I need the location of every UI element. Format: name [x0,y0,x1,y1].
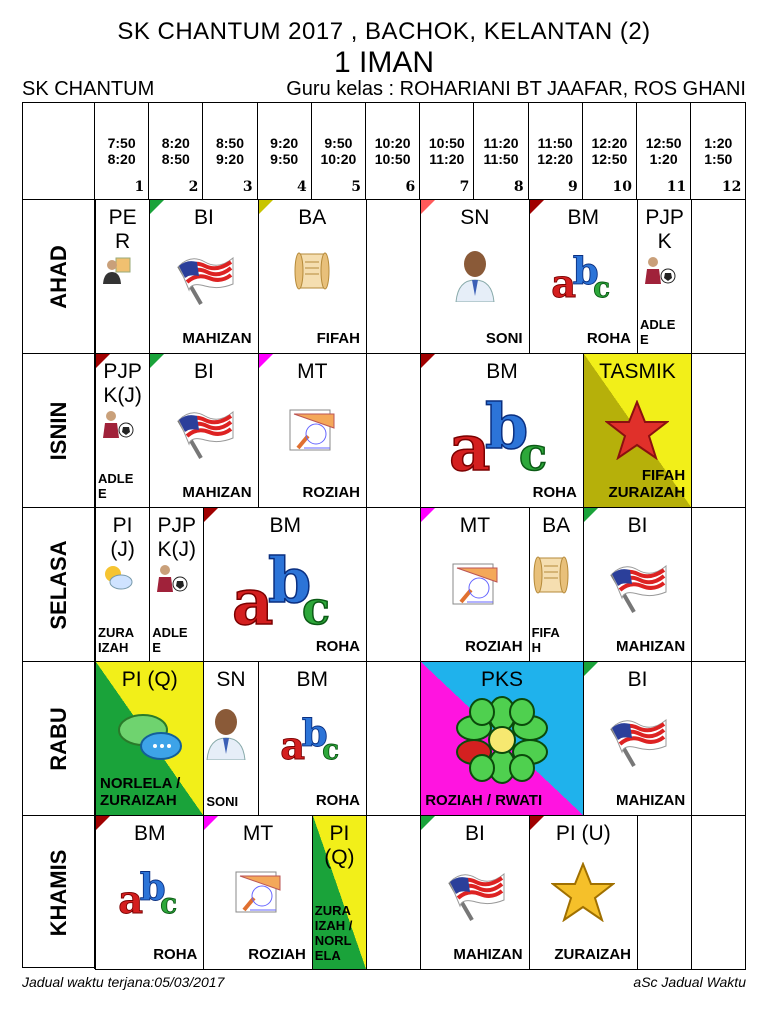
period-header [583,103,637,199]
empty-slot [366,815,421,970]
lesson-cell[interactable] [583,353,692,508]
lesson-cell[interactable] [258,661,367,816]
lesson-subject: BI [627,668,648,691]
lesson-teacher: ROZIAH [248,946,306,963]
lesson-teacher: ROHA [532,484,577,501]
period-time: 8:50 9:20 [215,135,244,167]
period-number: 5 [351,179,361,195]
period-header [258,103,312,199]
lesson-teacher: ROHA [315,638,360,655]
svg-text:b: b [302,710,329,755]
lesson-cell[interactable] [258,199,367,354]
lesson-teacher: SONI [485,330,523,347]
lesson-teacher: ADLE E [98,471,134,501]
sport-icon [154,562,188,597]
lesson-cell[interactable] [95,353,150,508]
lesson-teacher: ROZIAH [302,484,360,501]
lesson-teacher: MAHIZAN [453,946,523,963]
lesson-cell[interactable] [95,815,204,970]
day-name: ISNIN [45,401,71,460]
lesson-subject: BM [296,668,329,691]
period-number: 4 [297,179,307,195]
day-label-isnin [23,353,95,507]
lesson-cell[interactable] [529,815,638,970]
geometry-icon [230,862,286,923]
period-time: 9:50 10:20 [320,135,357,167]
lesson-subject: SN [460,206,490,229]
empty-slot [691,507,746,662]
lesson-subject: MT [459,514,491,537]
period-time: 11:50 12:20 [537,135,574,167]
lesson-subject: BI [193,360,214,383]
day-label-khamis [23,815,95,969]
period-number: 12 [721,179,742,195]
lesson-subject: BI [464,822,485,845]
lesson-cell[interactable] [583,661,692,816]
svg-text:a: a [280,724,306,768]
empty-slot [691,661,746,816]
period-header [637,103,691,199]
period-header [95,103,149,199]
lesson-teacher: MAHIZAN [182,330,252,347]
lesson-teacher: MAHIZAN [182,484,252,501]
geometry-icon [284,400,340,461]
scroll-icon [529,550,576,605]
period-time: 12:50 1:20 [645,135,682,167]
lesson-teacher: FIFA H [531,625,560,655]
abc-icon [230,544,340,639]
header-corner [23,103,95,199]
empty-slot [691,353,746,508]
abc-icon [117,862,183,927]
flag-icon [604,554,670,621]
lesson-subject: BM [567,206,600,229]
lesson-subject: BA [542,514,571,537]
period-time: 8:20 8:50 [161,135,190,167]
class-name: 1 IMAN [333,46,435,79]
flag-icon [604,708,670,775]
lesson-subject: MT [297,360,328,383]
lesson-cell[interactable] [312,815,367,970]
lesson-subject: BM [486,360,518,383]
flag-icon [171,246,237,313]
period-number: 3 [242,179,253,195]
period-header [691,103,745,199]
lesson-cell[interactable] [420,353,584,508]
timetable-grid [22,102,746,968]
period-header [366,103,420,199]
lesson-cell[interactable] [203,507,367,662]
star-icon [605,400,669,465]
abc-icon [279,708,345,773]
period-number: 9 [568,179,578,195]
svg-text:b: b [484,390,529,463]
svg-text:a: a [232,565,274,634]
generated-date: Jadual waktu terjana:05/03/2017 [22,974,225,990]
lesson-teacher: ROZIAH / RWATI [425,792,543,809]
person-icon [203,704,250,765]
lesson-subject: PI (Q) [324,822,355,869]
lesson-subject: PKS [480,668,523,691]
person-icon [450,246,500,307]
lesson-cell[interactable] [95,199,150,354]
period-number: 7 [459,179,470,195]
day-name: SELASA [45,539,71,630]
period-header [420,103,474,199]
lesson-cell[interactable] [203,815,312,970]
lesson-subject: TASMIK [599,360,676,383]
lesson-teacher: MAHIZAN [616,792,686,809]
svg-text:b: b [268,544,312,617]
period-header [203,103,257,199]
svg-text:c: c [159,887,177,920]
empty-slot [366,661,421,816]
lesson-cell[interactable] [95,507,150,662]
lesson-teacher: NORLELA / ZURAIZAH [100,775,181,809]
lesson-subject: PJP K(J) [103,360,142,407]
period-number: 6 [405,179,416,195]
period-header [529,103,583,199]
lesson-subject: PE R [108,206,137,253]
period-number: 11 [666,179,687,195]
svg-text:c: c [322,733,340,766]
period-time: 11:20 11:50 [483,135,519,167]
lesson-cell[interactable] [420,661,584,816]
lesson-teacher: ADLE E [152,625,188,655]
period-header [312,103,366,199]
lesson-teacher: ADLE E [640,317,676,347]
abc-icon [447,390,557,485]
svg-text:a: a [117,878,143,922]
lesson-teacher: ZURA IZAH [98,625,135,655]
period-time: 9:20 9:50 [270,135,299,167]
class-teacher: Guru kelas : ROHARIANI BT JAAFAR, ROS GHANI [286,78,746,100]
lesson-cell[interactable] [637,199,692,354]
lesson-subject: PJP K(J) [157,514,197,561]
lesson-cell[interactable] [529,199,638,354]
lesson-cell[interactable] [149,199,258,354]
period-time: 10:20 10:50 [374,135,411,167]
day-name: RABU [45,706,71,771]
empty-slot [691,815,746,970]
sport-icon [642,254,676,289]
scroll-icon [287,246,337,301]
lesson-teacher: ROHA [153,946,198,963]
day-label-rabu [23,661,95,815]
lesson-subject: PI (Q) [121,668,178,691]
lesson-teacher: ROZIAH [465,638,523,655]
lesson-subject: BM [269,514,301,537]
sport-icon [100,408,134,443]
svg-text:b: b [139,864,166,909]
lesson-subject: BM [133,822,166,845]
timetable-title: SK CHANTUM 2017 , BACHOK, KELANTAN (2) [117,18,651,45]
lesson-subject: BI [627,514,648,537]
abc-icon [550,246,616,311]
period-header [149,103,203,199]
lesson-subject: PI (J) [110,514,135,561]
empty-slot [691,199,746,354]
star-gold-icon [551,862,615,927]
lesson-teacher: SONI [206,794,239,809]
empty-slot [366,199,421,354]
lesson-cell[interactable] [420,507,529,662]
lesson-subject: PI (U) [555,822,611,845]
lesson-cell[interactable] [258,353,367,508]
svg-text:a: a [448,411,491,480]
day-label-ahad [23,199,95,353]
period-time: 12:20 12:50 [591,135,628,167]
empty-slot [637,815,692,970]
lesson-cell[interactable] [149,507,204,662]
lesson-cell[interactable] [420,199,529,354]
flag-icon [442,862,508,929]
lesson-cell[interactable] [583,507,692,662]
empty-slot [366,353,421,508]
lesson-teacher: ROHA [586,330,631,347]
lesson-teacher: ROHA [315,792,360,809]
lesson-cell[interactable] [420,815,529,970]
period-time: 10:50 11:20 [428,135,465,167]
svg-text:c: c [518,427,547,480]
lesson-subject: MT [242,822,274,845]
svg-text:c: c [593,271,611,304]
lesson-teacher: FIFAH ZURAIZAH [608,467,686,501]
lesson-teacher: ZURA IZAH / NORL ELA [314,903,353,963]
lesson-subject: SN [216,668,246,691]
period-number: 10 [612,179,632,195]
weather-icon [101,562,133,595]
flag-icon [171,400,237,467]
lesson-subject: PJP K [645,206,684,253]
lesson-teacher: MAHIZAN [616,638,686,655]
period-header [474,103,528,199]
lesson-teacher: FIFAH [316,330,360,347]
day-name: AHAD [45,244,71,309]
period-number: 8 [513,179,524,195]
lesson-subject: BA [298,206,327,229]
flower-icon [454,696,550,789]
lesson-cell[interactable] [149,353,258,508]
svg-text:a: a [551,262,577,306]
geometry-icon [447,554,503,615]
svg-text:c: c [302,581,331,634]
software-credit: aSc Jadual Waktu [633,974,746,990]
svg-text:b: b [573,248,600,293]
lesson-cell[interactable] [203,661,258,816]
teacher-icon [102,254,132,289]
lesson-subject: BI [193,206,214,229]
empty-slot [366,507,421,662]
day-name: KHAMIS [45,849,71,936]
period-time: 1:20 1:50 [704,135,733,167]
period-number: 2 [188,179,199,195]
school-name: SK CHANTUM [22,78,155,100]
lesson-cell[interactable] [529,507,584,662]
lesson-cell[interactable] [95,661,204,816]
period-time: 7:50 8:20 [107,135,136,167]
chat-icon [115,708,185,773]
lesson-teacher: ZURAIZAH [554,946,631,963]
period-number: 1 [134,179,145,195]
day-label-selasa [23,507,95,661]
